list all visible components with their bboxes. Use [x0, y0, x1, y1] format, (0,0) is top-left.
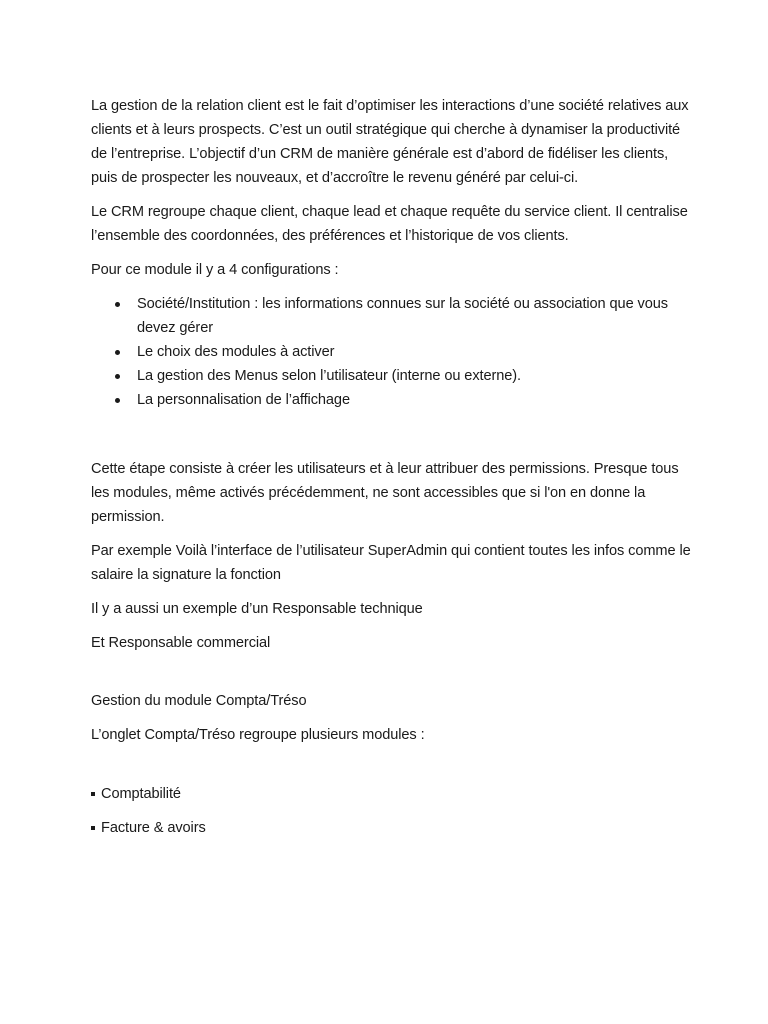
spacer: [91, 655, 691, 689]
list-item: [91, 816, 691, 840]
intro-paragraph: La gestion de la relation client est le fait d’optimiser les interactions d’une société relatives aux clients et à leurs prospects. C’est un outil stratégique qui cherche à dynamiser la productivité de l’entreprise. L’objectif d’un CRM de manière générale est d’abord de fidéliser les clients, puis de prospecter les nouveaux, et d’accroître le revenu généré par celui-ci.: [91, 98, 689, 186]
users-paragraph: Cette étape consiste à créer les utilisateurs et à leur attribuer des permissions. Presque tous les modules, même activés précédemment, ne sont accessibles que si l'on en donne la permission.: [91, 461, 679, 525]
list-item-text: Facture & avoirs: [101, 820, 206, 836]
document-body: [91, 94, 691, 840]
list-item-text: La personnalisation de l’affichage: [137, 392, 350, 408]
compta-title: Gestion du module Compta/Tréso: [91, 693, 307, 709]
example-paragraph: Par exemple Voilà l’interface de l’utilisateur SuperAdmin qui contient toutes les infos comme le salaire la signature la fonction: [91, 543, 691, 583]
square-bullet-icon: [91, 826, 95, 830]
compta-intro-paragraph: L’onglet Compta/Tréso regroupe plusieurs modules :: [91, 727, 425, 743]
bullet-icon: [115, 398, 120, 403]
list-item: [91, 782, 691, 806]
list-item-text: Comptabilité: [101, 786, 181, 802]
config-list: [91, 292, 691, 412]
square-bullet-icon: [91, 792, 95, 796]
spacer: [91, 412, 691, 457]
list-item: [91, 340, 691, 364]
list-item-text: La gestion des Menus selon l’utilisateur (interne ou externe).: [137, 368, 521, 384]
list-item-text: Le choix des modules à activer: [137, 344, 335, 360]
bullet-icon: [115, 350, 120, 355]
list-item: [91, 388, 691, 412]
crm-paragraph: Le CRM regroupe chaque client, chaque lead et chaque requête du service client. Il centralise l’ensemble des coordonnées, des préférences et l’historique de vos clients.: [91, 204, 688, 244]
bullet-icon: [115, 302, 120, 307]
tech-paragraph: Il y a aussi un exemple d’un Responsable technique: [91, 601, 423, 617]
commercial-paragraph: Et Responsable commercial: [91, 635, 271, 651]
list-item: [91, 292, 691, 340]
list-item: [91, 364, 691, 388]
spacer: [91, 747, 691, 782]
module-intro-paragraph: Pour ce module il y a 4 configurations :: [91, 262, 339, 278]
bullet-icon: [115, 374, 120, 379]
list-item-text: Société/Institution : les informations connues sur la société ou association que vous devez gérer: [137, 296, 668, 336]
